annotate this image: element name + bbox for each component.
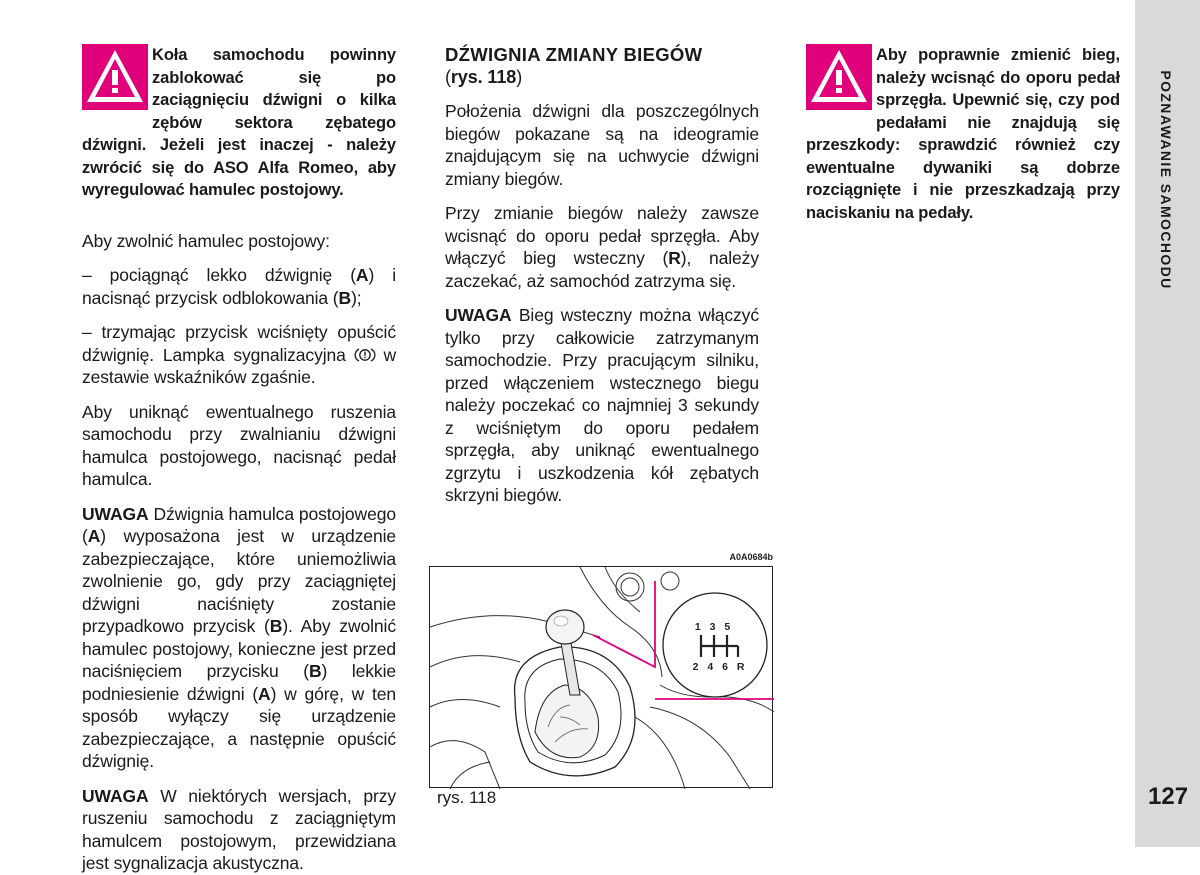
- gear-lever-drawing: [430, 567, 774, 789]
- page-number: 127: [1148, 783, 1189, 810]
- figure-illustration: [429, 566, 773, 788]
- warning-text-clutch-intro: Aby poprawnie zmienić bieg, należy wcisnąć do oporu pedał sprzęgła.: [876, 46, 1120, 109]
- warning-text-handbrake: Koła samochodu powinny zablokować się po zaciągnięciu dźwigni o kilka zębów sektora zębatego dźwigni. Jeżeli jest inaczej - należy zwrócić się do ASO Alfa Romeo, aby wyregulować hamulec postojowy.: [82, 46, 396, 199]
- note-reverse-gear: UWAGA Bieg wsteczny można włączyć tylko przy całkowicie zatrzymanym samochodzie. Przy pracującym silniku, przed włączeniem wstecznego biegu należy poczekać co najmniej 3 sekundy z wciśniętym do oporu pedałem sprzęgła, aby uniknąć ewentualnego zgrzytu i uszkodzenia kół zębatych skrzyni biegów.: [445, 305, 759, 505]
- figure-code: A0A0684b: [729, 552, 773, 562]
- clutch-paragraph: Przy zmianie biegów należy zawsze wcisnąć do oporu pedał sprzęgła. Aby włączyć bieg wsteczny (R), należy zaczekać, aż samochód zatrzyma się.: [445, 203, 759, 291]
- warning-triangle-icon: [806, 44, 872, 110]
- right-column: [806, 44, 1120, 224]
- figure-caption: rys. 118: [437, 788, 497, 807]
- release-intro: Aby zwolnić hamulec postojowy:: [82, 230, 330, 251]
- gear-pattern-bottom: 2 4 6 R: [692, 661, 748, 673]
- left-column: [82, 44, 396, 875]
- warning-triangle-icon: [82, 44, 148, 110]
- note-handbrake-safety: UWAGA Dźwignia hamulca postojowego (A) wyposażona jest w urządzenie zabezpieczające, które uniemożliwia zwolnienie go, gdy przy zaciągniętej dźwigni naciśnięty zostanie przypadkowo przycisk (B). Aby zwolnić hamulec postojowy, konieczne jest przed naciśnięciem przycisku (B) lekkie podniesienie dźwigni (A) w górę, w ten sposób wyłączy się urządzenie zabezpieczające, a następnie opuścić dźwignię.: [82, 503, 396, 771]
- release-step-1: – pociągnąć lekko dźwignię (A) i nacisnąć przycisk odblokowania (B);: [82, 265, 396, 308]
- middle-column: [445, 44, 759, 507]
- figure-gear-lever: [429, 552, 773, 788]
- section-title-vertical: POZNAWANIE SAMOCHODU: [1158, 70, 1174, 290]
- figure-reference: (rys. 118): [445, 67, 523, 87]
- gear-pattern-top: 1 3 5: [694, 621, 734, 633]
- warning-box-handbrake: [82, 44, 396, 202]
- handbrake-lamp-icon: [355, 347, 375, 363]
- section-heading-gear-lever: DŹWIGNIA ZMIANY BIEGÓW: [445, 44, 703, 65]
- note-acoustic-signal: UWAGA W niektórych wersjach, przy ruszeniu samochodu z zaciągniętym hamulcem postojowym, przewidziana jest sygnalizacja akustyczna.: [82, 785, 396, 873]
- gear-positions-paragraph: Położenia dźwigni dla poszczególnych biegów pokazane są na ideogramie znajdującym się na uchwycie dźwigni zmiany biegów.: [445, 101, 759, 189]
- release-step-2: – trzymając przycisk wciśnięty opuścić dźwignię. Lampka sygnalizacyjna w zestawie wskaźników zgaśnie.: [82, 322, 396, 387]
- warning-box-clutch: [806, 44, 1120, 224]
- brake-pedal-tip: Aby uniknąć ewentualnego ruszenia samochodu przy zwalnianiu dźwigni hamulca postojowego, nacisnąć pedał hamulca.: [82, 401, 396, 489]
- warning-text-clutch-rest: Upewnić się, czy pod pedałami nie znajdują się przeszkody: sprawdzić również czy ewentualne dywaniki są dobrze rozciągnięte i nie przeszkadzają przy naciskaniu na pedały.: [806, 91, 1120, 222]
